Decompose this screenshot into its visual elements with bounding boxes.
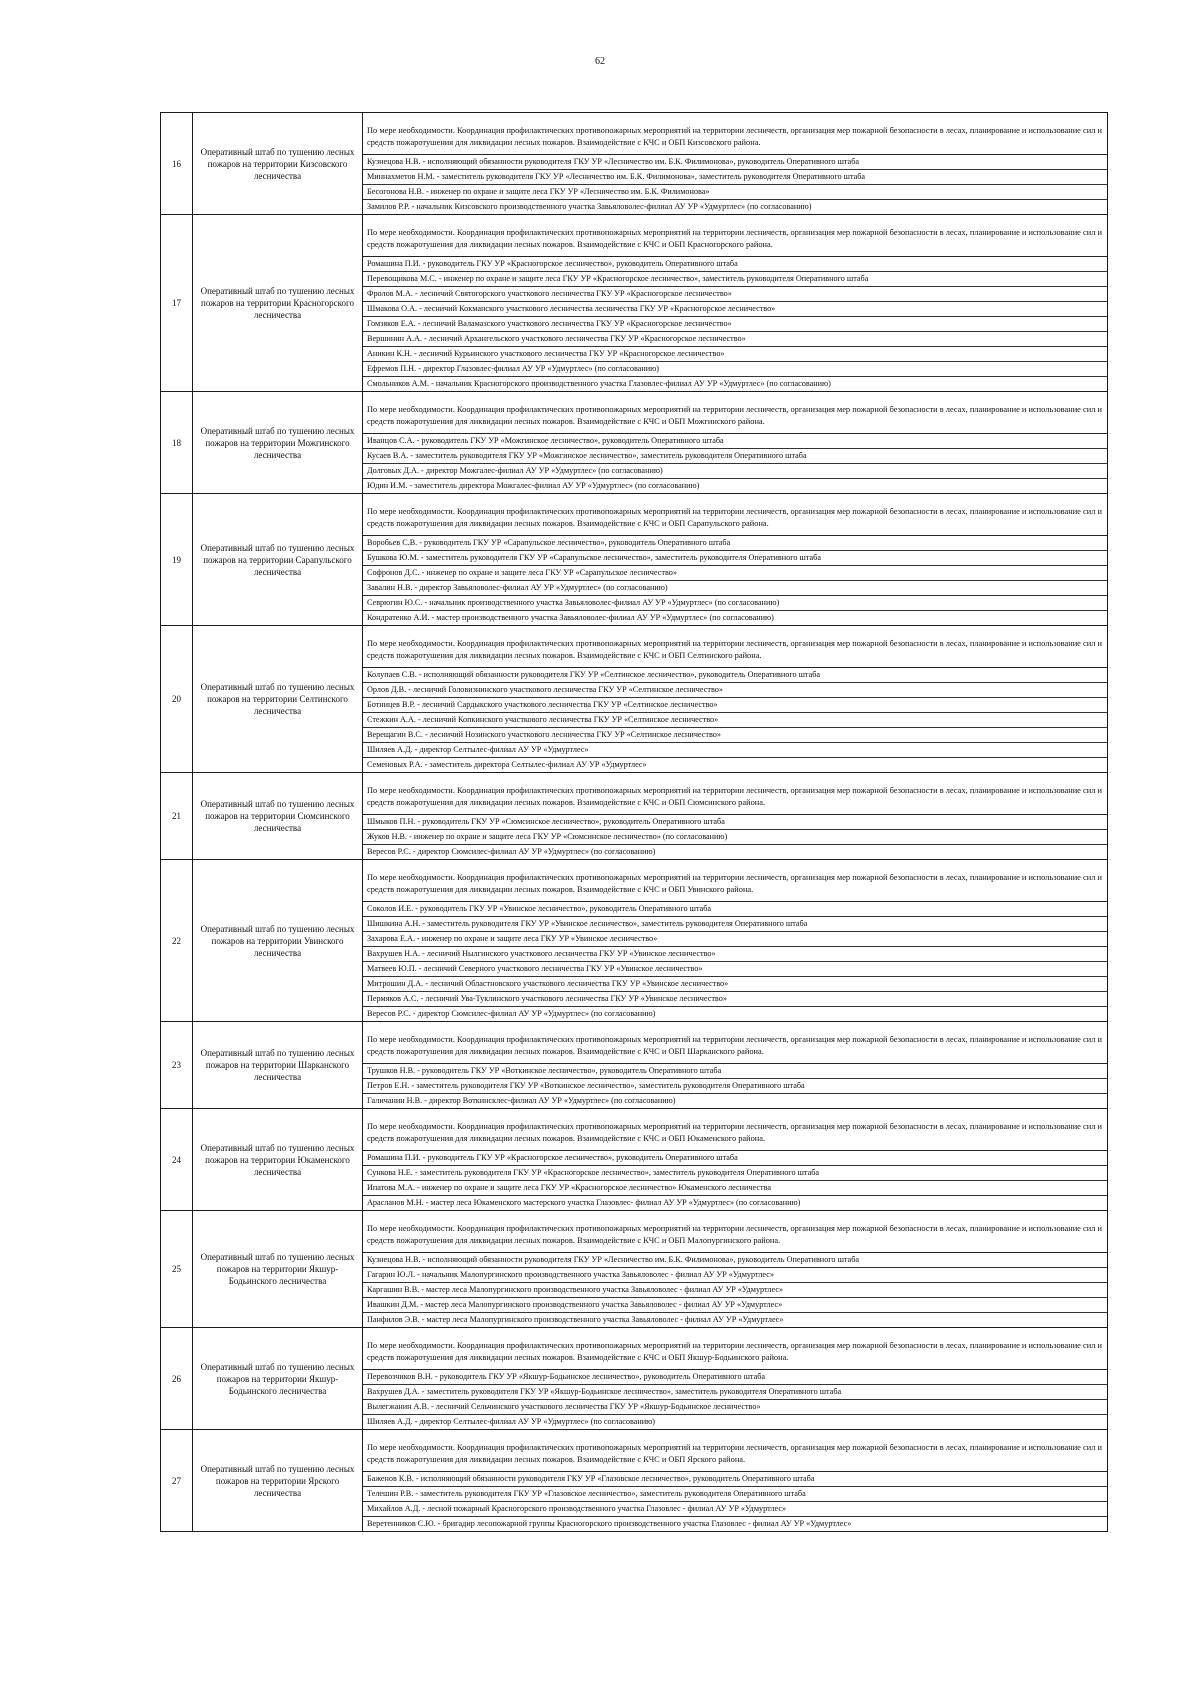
member-entry: Панфилов Э.В. - мастер леса Малопургинского производственного участка Завьяловолес - филиал АУ УР «Удмуртлес»	[367, 1315, 784, 1324]
headquarters-description: По мере необходимости. Координация профилактических противопожарных мероприятий на территории лесничеств, организация мер пожарной безопасности в лесах, планирование и использование сил и средств пожаротушения для ликвидации лесных пожаров. Взаимодействие с КЧС и ОБП Увинского района.	[363, 860, 1107, 902]
member-entry: Софронов Д.С. - инженер по охране и защите леса ГКУ УР «Сарапульское лесничество»	[363, 566, 1107, 581]
headquarters-name: Оперативный штаб по тушению лесных пожаров на территории Сарапульского лесничества	[193, 494, 363, 626]
member-entry: Вахрушев Н.А. - лесничий Нылгинского участкового лесничества ГКУ УР «Увинское лесничество»	[363, 947, 1107, 962]
headquarters-details	[363, 1430, 1108, 1532]
member-entry: Вахрушев Д.А. - заместитель руководителя ГКУ УР «Якшур-Бодьинское лесничество», заместитель руководителя Оперативного штаба	[363, 1385, 1107, 1400]
member-entry: Бушкова Ю.М. - заместитель руководителя ГКУ УР «Сарапульское лесничество», заместитель руководителя Оперативного штаба	[363, 551, 1107, 566]
headquarters-description: По мере необходимости. Координация профилактических противопожарных мероприятий на территории лесничеств, организация мер пожарной безопасности в лесах, планирование и использование сил и средств пожаротушения для ликвидации лесных пожаров. Взаимодействие с КЧС и ОБП Сюмсинского района.	[363, 773, 1107, 815]
headquarters-name: Оперативный штаб по тушению лесных пожаров на территории Кизсовского лесничества	[193, 113, 363, 215]
member-entry: Верещагин В.С. - лесничий Нозинского участкового лесничества ГКУ УР «Селтинское лесничество»	[363, 728, 1107, 743]
headquarters-details	[363, 773, 1108, 860]
headquarters-details	[363, 1109, 1108, 1211]
headquarters-name: Оперативный штаб по тушению лесных пожаров на территории Увинского лесничества	[193, 860, 363, 1022]
member-entry: Митрошин Д.А. - лесничий Областновского участкового лесничества ГКУ УР «Увинское лесничество»	[363, 977, 1107, 992]
headquarters-row	[161, 773, 1108, 860]
member-entry: Стежкин А.А. - лесничий Копкинского участкового лесничества ГКУ УР «Селтинское лесничество»	[363, 713, 1107, 728]
member-entry: Перевозчиков В.Н. - руководитель ГКУ УР «Якшур-Бодьинское лесничество», руководитель Оперативного штаба	[363, 1370, 1107, 1385]
row-number: 16	[161, 113, 193, 215]
headquarters-description: По мере необходимости. Координация профилактических противопожарных мероприятий на территории лесничеств, организация мер пожарной безопасности в лесах, планирование и использование сил и средств пожаротушения для ликвидации лесных пожаров. Взаимодействие с КЧС и ОБП Ярского района.	[363, 1430, 1107, 1472]
headquarters-name: Оперативный штаб по тушению лесных пожаров на территории Юкаменского лесничества	[193, 1109, 363, 1211]
member-entry: Веретенников С.Ю. - бригадир лесопожарной группы Красногорского производственного участка Глазовлес - филиал АУ УР «Удмуртлес»	[367, 1519, 852, 1528]
headquarters-name: Оперативный штаб по тушению лесных пожаров на территории Можгинского лесничества	[193, 392, 363, 494]
member-entry: Матвеев Ю.П. - лесничий Северного участкового лесничества ГКУ УР «Увинское лесничество»	[363, 962, 1107, 977]
member-entry: Ефремов П.Н. - директор Глазовлес-филиал АУ УР «Удмуртлес» (по согласованию)	[363, 362, 1107, 377]
headquarters-description: По мере необходимости. Координация профилактических противопожарных мероприятий на территории лесничеств, организация мер пожарной безопасности в лесах, планирование и использование сил и средств пожаротушения для ликвидации лесных пожаров. Взаимодействие с КЧС и ОБП Малопургинского района.	[363, 1211, 1107, 1253]
headquarters-details	[363, 494, 1108, 626]
member-entry: Иванцов С.А. - руководитель ГКУ УР «Можгинское лесничество», руководитель Оперативного штаба	[363, 434, 1107, 449]
member-entry: Трушков Н.В. - руководитель ГКУ УР «Воткинское лесничество», руководитель Оперативного штаба	[363, 1064, 1107, 1079]
row-number: 24	[161, 1109, 193, 1211]
headquarters-row	[161, 1109, 1108, 1211]
headquarters-name: Оперативный штаб по тушению лесных пожаров на территории Красногорского лесничества	[193, 215, 363, 392]
member-entry: Вересов Р.С. - директор Сюмсилес-филиал АУ УР «Удмуртлес» (по согласованию)	[367, 1009, 656, 1018]
headquarters-name: Оперативный штаб по тушению лесных пожаров на территории Ярского лесничества	[193, 1430, 363, 1532]
headquarters-details	[363, 215, 1108, 392]
member-entry: Ромашина П.И. - руководитель ГКУ УР «Красногорское лесничество», руководитель Оперативного штаба	[363, 1151, 1107, 1166]
member-entry: Воробьев С.В. - руководитель ГКУ УР «Сарапульское лесничество», руководитель Оперативного штаба	[363, 536, 1107, 551]
headquarters-description: По мере необходимости. Координация профилактических противопожарных мероприятий на территории лесничеств, организация мер пожарной безопасности в лесах, планирование и использование сил и средств пожаротушения для ликвидации лесных пожаров. Взаимодействие с КЧС и ОБП Кизсовского района.	[363, 113, 1107, 155]
member-entry: Шиляев А.Д. - директор Селтылес-филиал АУ УР «Удмуртлес» (по согласованию)	[367, 1417, 655, 1426]
headquarters-details	[363, 1328, 1108, 1430]
row-number: 19	[161, 494, 193, 626]
member-entry: Юдин И.М. - заместитель директора Можгалес-филиал АУ УР «Удмуртлес» (по согласованию)	[367, 481, 700, 490]
row-number: 26	[161, 1328, 193, 1430]
member-entry: Арасланов М.Н. - мастер леса Юкаменского мастерского участка Глазовлес- филиал АУ УР «Удмуртлес» (по согласованию)	[367, 1198, 801, 1207]
member-entry: Баженов К.В. - исполняющий обязанности руководителя ГКУ УР «Глазовское лесничество», руководитель Оперативного штаба	[363, 1472, 1107, 1487]
member-entry: Захарова Е.А. - инженер по охране и защите леса ГКУ УР «Увинское лесничество»	[363, 932, 1107, 947]
member-entry: Галичанин Н.В. - директор Воткинсклес-филиал АУ УР «Удмуртлес» (по согласованию)	[367, 1096, 676, 1105]
member-entry: Петров Е.Н. - заместитель руководителя ГКУ УР «Воткинское лесничество», заместитель руководителя Оперативного штаба	[363, 1079, 1107, 1094]
member-entry: Кузнецова Н.В. - исполняющий обязанности руководителя ГКУ УР «Лесничество им. Б.К. Филимонова», руководитель Оперативного штаба	[363, 155, 1107, 170]
member-entry: Вылегжанин А.В. - лесничий Сельчинского участкового лесничества ГКУ УР «Якшур-Бодьинское лесничество»	[363, 1400, 1107, 1415]
headquarters-row	[161, 392, 1108, 494]
member-entry: Ивашкин Д.М. - мастер леса Малопургинского производственного участка Завьяловолес - филиал АУ УР «Удмуртлес»	[363, 1298, 1107, 1313]
member-entry: Пермяков А.С. - лесничий Ува-Туклинского участкового лесничества ГКУ УР «Увинское лесничество»	[363, 992, 1107, 1007]
member-entry: Ботницев В.Р. - лесничий Сардыкского участкового лесничества ГКУ УР «Селтинское лесничество»	[363, 698, 1107, 713]
member-entry: Телешин Р.В. - заместитель руководителя ГКУ УР «Глазовское лесничество», заместитель руководителя Оперативного штаба	[363, 1487, 1107, 1502]
headquarters-details	[363, 1211, 1108, 1328]
member-entry: Ипатова М.А. - инженер по охране и защите леса ГКУ УР «Красногорское лесничество» Юкаменского лесничества	[363, 1181, 1107, 1196]
page-number: 62	[595, 56, 605, 67]
row-number: 17	[161, 215, 193, 392]
member-entry: Сункова Н.Е. - заместитель руководителя ГКУ УР «Красногорское лесничество», заместитель руководителя Оперативного штаба	[363, 1166, 1107, 1181]
headquarters-details	[363, 860, 1108, 1022]
headquarters-description: По мере необходимости. Координация профилактических противопожарных мероприятий на территории лесничеств, организация мер пожарной безопасности в лесах, планирование и использование сил и средств пожаротушения для ликвидации лесных пожаров. Взаимодействие с КЧС и ОБП Якшур-Бодьинского района.	[363, 1328, 1107, 1370]
row-number: 25	[161, 1211, 193, 1328]
headquarters-row	[161, 1022, 1108, 1109]
headquarters-table-body	[161, 113, 1108, 1532]
member-entry: Шмыков П.Н. - руководитель ГКУ УР «Сюмсинское лесничество», руководитель Оперативного штаба	[363, 815, 1107, 830]
headquarters-row	[161, 494, 1108, 626]
headquarters-name: Оперативный штаб по тушению лесных пожаров на территории Якшур-Бодьинского лесничества	[193, 1328, 363, 1430]
member-entry: Замилов Р.Р. - начальник Кизсовского производственного участка Завьяловолес-филиал АУ УР «Удмуртлес» (по согласованию)	[367, 202, 812, 211]
member-entry: Севрюгин Ю.С. - начальник производственного участка Завьяловолес-филиал АУ УР «Удмуртлес» (по согласованию)	[363, 596, 1107, 611]
headquarters-description: По мере необходимости. Координация профилактических противопожарных мероприятий на территории лесничеств, организация мер пожарной безопасности в лесах, планирование и использование сил и средств пожаротушения для ликвидации лесных пожаров. Взаимодействие с КЧС и ОБП Можгинского района.	[363, 392, 1107, 434]
member-entry: Смольников А.М. - начальник Красногорского производственного участка Глазовлес-филиал АУ УР «Удмуртлес» (по согласованию)	[367, 379, 831, 388]
member-entry: Аникин К.Н. - лесничий Курьинского участкового лесничества ГКУ УР «Красногорское лесничество»	[363, 347, 1107, 362]
headquarters-row	[161, 860, 1108, 1022]
member-entry: Шиляев А.Д. - директор Селтылес-филиал АУ УР «Удмуртлес»	[363, 743, 1107, 758]
member-entry: Кузнецова Н.В. - исполняющий обязанности руководителя ГКУ УР «Лесничество им. Б.К. Филимонова», руководитель Оперативного штаба	[363, 1253, 1107, 1268]
member-entry: Фролов М.А. - лесничий Святогорского участкового лесничества ГКУ УР «Красногорское лесничество»	[363, 287, 1107, 302]
member-entry: Кусаев В.А. - заместитель руководителя ГКУ УР «Можгинское лесничество», заместитель руководителя Оперативного штаба	[363, 449, 1107, 464]
member-entry: Миннахметов Н.М. - заместитель руководителя ГКУ УР «Лесничество им. Б.К. Филимонова», заместитель руководителя Оперативного штаба	[363, 170, 1107, 185]
member-entry: Вершинин А.А. - лесничий Архангельского участкового лесничества ГКУ УР «Красногорское лесничество»	[363, 332, 1107, 347]
member-entry: Ромашина П.И. - руководитель ГКУ УР «Красногорское лесничество», руководитель Оперативного штаба	[363, 257, 1107, 272]
member-entry: Гомзяков Е.А. - лесничий Валамазского участкового лесничества ГКУ УР «Красногорское лесничество»	[363, 317, 1107, 332]
headquarters-row	[161, 215, 1108, 392]
member-entry: Завалин Н.В. - директор Завьяловолес-филиал АУ УР «Удмуртлес» (по согласованию)	[363, 581, 1107, 596]
headquarters-table	[160, 112, 1108, 1532]
member-entry: Орлов Д.В. - лесничий Головизнинского участкового лесничества ГКУ УР «Селтинское лесничество»	[363, 683, 1107, 698]
row-number: 20	[161, 626, 193, 773]
headquarters-details	[363, 1022, 1108, 1109]
headquarters-row	[161, 113, 1108, 215]
headquarters-name: Оперативный штаб по тушению лесных пожаров на территории Якшур-Бодьинского лесничества	[193, 1211, 363, 1328]
member-entry: Долговых Д.А. - директор Можгалес-филиал АУ УР «Удмуртлес» (по согласованию)	[363, 464, 1107, 479]
row-number: 18	[161, 392, 193, 494]
member-entry: Шишкина А.Н. - заместитель руководителя ГКУ УР «Увинское лесничество», заместитель руководителя Оперативного штаба	[363, 917, 1107, 932]
member-entry: Шмакова О.А. - лесничий Кокманского участкового лесничества лесничества ГКУ УР «Красногорское лесничество»	[363, 302, 1107, 317]
member-entry: Вересов Р.С. - директор Сюмсилес-филиал АУ УР «Удмуртлес» (по согласованию)	[367, 847, 656, 856]
row-number: 27	[161, 1430, 193, 1532]
member-entry: Кондратенко А.И. - мастер производственного участка Завьяловолес-филиал АУ УР «Удмуртлес» (по согласованию)	[367, 613, 774, 622]
headquarters-details	[363, 626, 1108, 773]
member-entry: Колупаев С.В. - исполняющий обязанности руководителя ГКУ УР «Селтинское лесничество», руководитель Оперативного штаба	[363, 668, 1107, 683]
headquarters-description: По мере необходимости. Координация профилактических противопожарных мероприятий на территории лесничеств, организация мер пожарной безопасности в лесах, планирование и использование сил и средств пожаротушения для ликвидации лесных пожаров. Взаимодействие с КЧС и ОБП Селтинского района.	[363, 626, 1107, 668]
headquarters-row	[161, 626, 1108, 773]
headquarters-name: Оперативный штаб по тушению лесных пожаров на территории Селтинского лесничества	[193, 626, 363, 773]
row-number: 21	[161, 773, 193, 860]
member-entry: Каргашин В.В. - мастер леса Малопургинского производственного участка Завьяловолес - филиал АУ УР «Удмуртлес»	[363, 1283, 1107, 1298]
member-entry: Бесогонова Н.В. - инженер по охране и защите леса ГКУ УР «Лесничество им. Б.К. Филимонова»	[363, 185, 1107, 200]
headquarters-description: По мере необходимости. Координация профилактических противопожарных мероприятий на территории лесничеств, организация мер пожарной безопасности в лесах, планирование и использование сил и средств пожаротушения для ликвидации лесных пожаров. Взаимодействие с КЧС и ОБП Красногорского района.	[363, 215, 1107, 257]
headquarters-row	[161, 1328, 1108, 1430]
headquarters-details	[363, 113, 1108, 215]
row-number: 22	[161, 860, 193, 1022]
member-entry: Соколов И.Е. - руководитель ГКУ УР «Увинское лесничество», руководитель Оперативного штаба	[363, 902, 1107, 917]
headquarters-description: По мере необходимости. Координация профилактических противопожарных мероприятий на территории лесничеств, организация мер пожарной безопасности в лесах, планирование и использование сил и средств пожаротушения для ликвидации лесных пожаров. Взаимодействие с КЧС и ОБП Шарканского района.	[363, 1022, 1107, 1064]
member-entry: Перевощикова М.С. - инженер по охране и защите леса ГКУ УР «Красногорское лесничество», заместитель руководителя Оперативного штаба	[363, 272, 1107, 287]
headquarters-details	[363, 392, 1108, 494]
headquarters-description: По мере необходимости. Координация профилактических противопожарных мероприятий на территории лесничеств, организация мер пожарной безопасности в лесах, планирование и использование сил и средств пожаротушения для ликвидации лесных пожаров. Взаимодействие с КЧС и ОБП Сарапульского района.	[363, 494, 1107, 536]
headquarters-row	[161, 1430, 1108, 1532]
row-number: 23	[161, 1022, 193, 1109]
headquarters-row	[161, 1211, 1108, 1328]
member-entry: Жуков Н.В. - инженер по охране и защите леса ГКУ УР «Сюмсинское лесничество» (по согласованию)	[363, 830, 1107, 845]
member-entry: Гагарин Ю.Л. - начальник Малопургинского производственного участка Завьяловолес - филиал АУ УР «Удмуртлес»	[363, 1268, 1107, 1283]
headquarters-name: Оперативный штаб по тушению лесных пожаров на территории Сюмсинского лесничества	[193, 773, 363, 860]
headquarters-name: Оперативный штаб по тушению лесных пожаров на территории Шарканского лесничества	[193, 1022, 363, 1109]
headquarters-description: По мере необходимости. Координация профилактических противопожарных мероприятий на территории лесничеств, организация мер пожарной безопасности в лесах, планирование и использование сил и средств пожаротушения для ликвидации лесных пожаров. Взаимодействие с КЧС и ОБП Юкаменского района.	[363, 1109, 1107, 1151]
member-entry: Семеновых Р.А. - заместитель директора Селтылес-филиал АУ УР «Удмуртлес»	[367, 760, 647, 769]
member-entry: Михайлов А.Д. - лесной пожарный Красногорского производственного участка Глазовлес - филиал АУ УР «Удмуртлес»	[363, 1502, 1107, 1517]
